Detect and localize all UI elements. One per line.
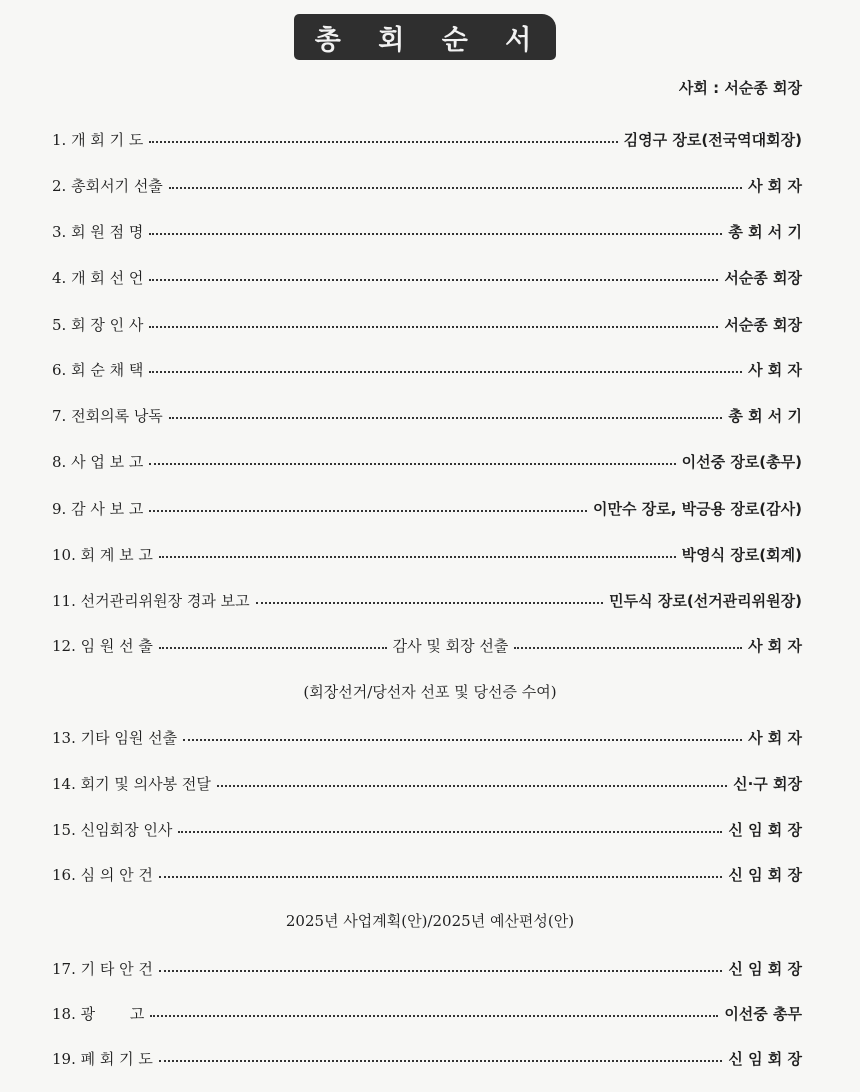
item-label: 선거관리위원장 경과 보고 bbox=[80, 592, 250, 610]
item-person: 사 회 자 bbox=[748, 361, 802, 379]
leader-dots bbox=[150, 1015, 718, 1017]
list-item bbox=[52, 221, 802, 243]
list-item bbox=[52, 498, 802, 520]
leader-dots bbox=[149, 279, 718, 281]
item-middle-text: 감사 및 회장 선출 bbox=[392, 637, 509, 655]
list-item bbox=[52, 359, 802, 381]
item-person: 사 회 자 bbox=[748, 637, 803, 655]
list-item bbox=[52, 405, 802, 427]
item-number: 14. bbox=[52, 775, 76, 793]
leader-dots bbox=[149, 371, 742, 373]
item-person: 신 임 회 장 bbox=[728, 1050, 802, 1068]
agenda-note: 2025년 사업계획(안)/2025년 예산편성(안) bbox=[285, 912, 575, 930]
item-person: 이만수 장로, 박긍용 장로(감사) bbox=[593, 500, 802, 518]
leader-dots bbox=[169, 417, 723, 419]
item-label: 신임회장 인사 bbox=[80, 821, 173, 839]
item-person: 김영구 장로(전국역대회장) bbox=[623, 131, 802, 149]
list-item bbox=[52, 451, 802, 473]
item-number: 16. bbox=[52, 866, 76, 884]
item-person: 서순종 회장 bbox=[724, 269, 802, 287]
item-number: 9. bbox=[52, 500, 67, 518]
item-person: 총 회 서 기 bbox=[728, 223, 802, 241]
item-number: 5. bbox=[52, 316, 67, 334]
list-item bbox=[52, 1048, 802, 1070]
leader-dots bbox=[178, 831, 722, 833]
item-label: 기타 임원 선출 bbox=[80, 729, 178, 747]
item-number: 4. bbox=[52, 269, 67, 287]
item-label: 총회서기 선출 bbox=[71, 177, 163, 195]
item-number: 7. bbox=[52, 407, 67, 425]
leader-dots bbox=[149, 141, 617, 143]
item-label: 전회의록 낭독 bbox=[71, 407, 163, 425]
item-person: 신 임 회 장 bbox=[728, 960, 802, 978]
list-item bbox=[52, 314, 802, 336]
item-number: 18. bbox=[52, 1005, 76, 1023]
item-number: 17. bbox=[52, 960, 76, 978]
item-person: 사 회 자 bbox=[748, 729, 802, 747]
leader-dots bbox=[149, 463, 675, 465]
item-label: 기 타 안 건 bbox=[80, 960, 153, 978]
item-number: 8. bbox=[52, 453, 67, 471]
leader-dots bbox=[514, 647, 742, 649]
item-person: 총 회 서 기 bbox=[728, 407, 802, 425]
item-number: 11. bbox=[52, 592, 76, 610]
election-note: (회장선거/당선자 선포 및 당선증 수여) bbox=[303, 683, 557, 701]
list-item bbox=[52, 267, 802, 289]
item-number: 10. bbox=[52, 546, 76, 564]
leader-dots bbox=[149, 510, 587, 512]
item-label: 개 회 기 도 bbox=[71, 131, 144, 149]
list-item bbox=[52, 635, 802, 657]
item-person: 신·구 회장 bbox=[733, 775, 802, 793]
item-person: 이선중 장로(총무) bbox=[681, 453, 802, 471]
item-label: 심 의 안 건 bbox=[80, 866, 153, 884]
item-number: 15. bbox=[52, 821, 76, 839]
list-item bbox=[52, 590, 802, 612]
leader-dots bbox=[183, 739, 742, 741]
item-label: 임 원 선 출 bbox=[80, 637, 153, 655]
item-number: 12. bbox=[52, 637, 76, 655]
item-person: 신 임 회 장 bbox=[728, 821, 802, 839]
leader-dots bbox=[217, 785, 727, 787]
item-number: 6. bbox=[52, 361, 67, 379]
item-number: 2. bbox=[52, 177, 67, 195]
item-number: 19. bbox=[52, 1050, 76, 1068]
item-label: 회 순 채 택 bbox=[71, 361, 144, 379]
item-label: 광 고 bbox=[80, 1005, 145, 1023]
list-item bbox=[52, 727, 802, 749]
list-item bbox=[52, 1003, 802, 1025]
item-person: 신 임 회 장 bbox=[728, 866, 802, 884]
item-label: 감 사 보 고 bbox=[71, 500, 144, 518]
leader-dots bbox=[149, 326, 718, 328]
list-item bbox=[52, 958, 802, 980]
item-label: 회 원 점 명 bbox=[71, 223, 144, 241]
page-title: 총 회 순 서 bbox=[294, 14, 556, 60]
item-person: 이선중 총무 bbox=[724, 1005, 802, 1023]
leader-dots bbox=[159, 970, 722, 972]
item-person: 사 회 자 bbox=[748, 177, 802, 195]
list-item bbox=[52, 544, 802, 566]
item-label: 회 장 인 사 bbox=[71, 316, 144, 334]
list-item bbox=[52, 175, 802, 197]
item-number: 3. bbox=[52, 223, 67, 241]
leader-dots bbox=[169, 187, 742, 189]
leader-dots bbox=[159, 556, 676, 558]
leader-dots bbox=[149, 233, 722, 235]
item-person: 민두식 장로(선거관리위원장) bbox=[609, 592, 802, 610]
item-person: 서순종 회장 bbox=[724, 316, 802, 334]
item-person: 박영식 장로(회계) bbox=[681, 546, 802, 564]
item-label: 사 업 보 고 bbox=[71, 453, 144, 471]
list-item bbox=[52, 864, 802, 886]
list-item bbox=[52, 773, 802, 795]
item-label: 개 회 선 언 bbox=[71, 269, 144, 287]
item-label: 회 계 보 고 bbox=[80, 546, 153, 564]
leader-dots bbox=[159, 647, 387, 649]
item-label: 회기 및 의사봉 전달 bbox=[80, 775, 211, 793]
leader-dots bbox=[159, 1060, 722, 1062]
list-item bbox=[52, 129, 802, 151]
leader-dots bbox=[256, 602, 604, 604]
item-number: 1. bbox=[52, 131, 67, 149]
item-number: 13. bbox=[52, 729, 76, 747]
item-label: 폐 회 기 도 bbox=[80, 1050, 153, 1068]
leader-dots bbox=[159, 876, 722, 878]
list-item bbox=[52, 819, 802, 841]
presider-label: 사회 : 서순종 회장 bbox=[678, 79, 802, 97]
